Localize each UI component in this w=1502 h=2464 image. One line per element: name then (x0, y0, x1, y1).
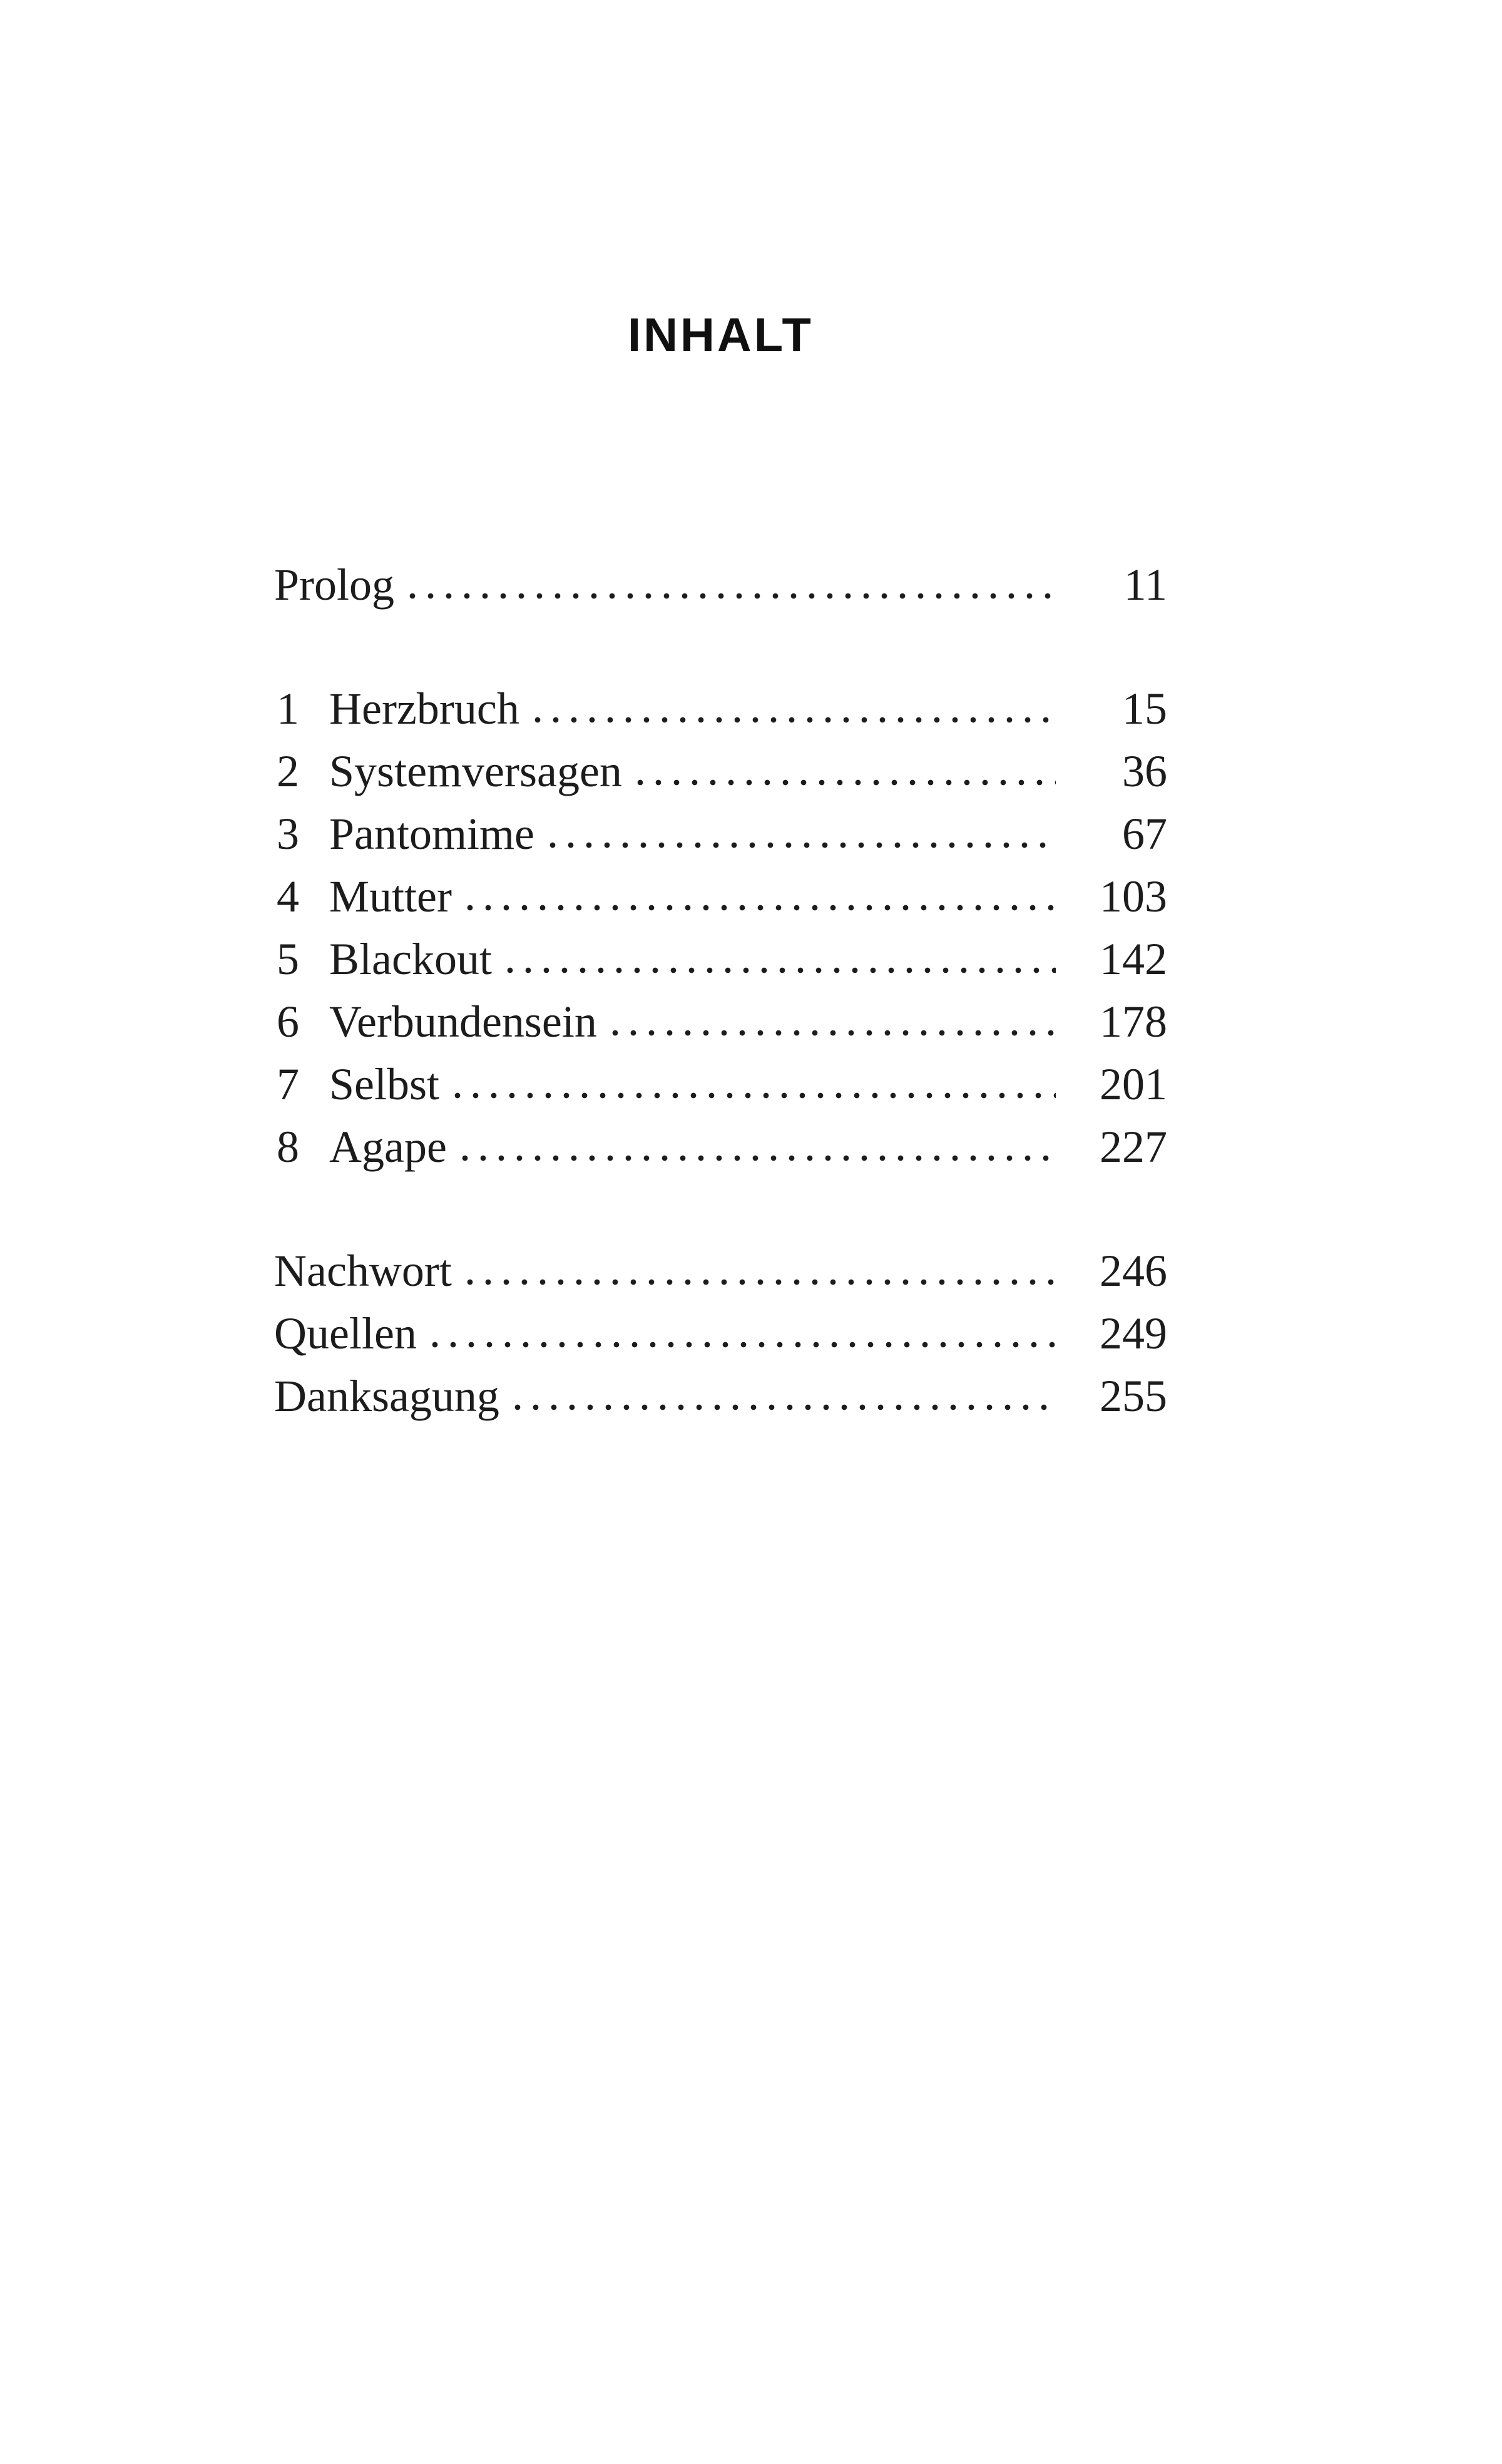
toc-entry-prolog (274, 553, 1167, 616)
page-number: 178 (1100, 997, 1167, 1047)
chapter-number: 1 (277, 684, 299, 734)
chapter-number: 5 (277, 934, 299, 984)
entry-label: Danksagung (274, 1371, 499, 1421)
entry-label: Verbundensein (329, 997, 597, 1047)
dot-leader (507, 967, 1056, 974)
entry-label: Pantomime (329, 809, 534, 859)
entry-label: Nachwort (274, 1246, 452, 1296)
dot-leader (637, 779, 1056, 786)
chapter-number: 6 (277, 997, 299, 1047)
table-of-contents (274, 553, 1167, 1427)
entry-label: Selbst (329, 1059, 440, 1109)
page-number: 227 (1100, 1122, 1167, 1172)
dot-leader (409, 592, 1056, 600)
chapter-number: 4 (277, 871, 299, 921)
entry-label: Herzbruch (329, 684, 519, 734)
toc-entry-backmatter (274, 1302, 1167, 1365)
dot-leader (514, 1404, 1056, 1411)
page-number: 15 (1122, 684, 1167, 734)
page-number: 67 (1122, 809, 1167, 859)
page-number: 249 (1100, 1308, 1167, 1358)
toc-entry-chapter (274, 865, 1167, 928)
entry-label: Mutter (329, 871, 452, 921)
dot-leader (549, 841, 1056, 849)
toc-entry-backmatter (274, 1240, 1167, 1302)
page-number: 142 (1100, 934, 1167, 984)
toc-entry-chapter (274, 1116, 1167, 1178)
page-number: 36 (1122, 746, 1167, 796)
entry-label: Prolog (274, 560, 395, 610)
dot-leader (432, 1341, 1056, 1348)
dot-leader (612, 1029, 1056, 1037)
toc-entry-chapter (274, 677, 1167, 740)
page-number: 255 (1100, 1371, 1167, 1421)
toc-entry-chapter (274, 803, 1167, 865)
entry-label: Quellen (274, 1308, 417, 1358)
dot-leader (467, 1278, 1056, 1286)
page-number: 201 (1100, 1059, 1167, 1109)
page-number: 103 (1100, 871, 1167, 921)
dot-leader (467, 904, 1056, 911)
chapter-number: 8 (277, 1122, 299, 1172)
dot-leader (462, 1154, 1056, 1162)
section-gap (274, 1178, 1167, 1240)
page-title: INHALT (628, 309, 814, 362)
entry-label: Agape (329, 1122, 447, 1172)
chapter-number: 3 (277, 809, 299, 859)
page-number: 11 (1123, 560, 1167, 610)
section-gap (274, 616, 1167, 677)
entry-label: Systemversagen (329, 746, 622, 796)
dot-leader (454, 1092, 1056, 1099)
toc-entry-chapter (274, 1053, 1167, 1116)
toc-entry-backmatter (274, 1365, 1167, 1427)
dot-leader (534, 716, 1056, 724)
page-number: 246 (1100, 1246, 1167, 1296)
toc-entry-chapter (274, 990, 1167, 1053)
chapter-number: 7 (277, 1059, 299, 1109)
chapter-number: 2 (277, 746, 299, 796)
toc-entry-chapter (274, 928, 1167, 990)
entry-label: Blackout (329, 934, 492, 984)
toc-entry-chapter (274, 740, 1167, 803)
